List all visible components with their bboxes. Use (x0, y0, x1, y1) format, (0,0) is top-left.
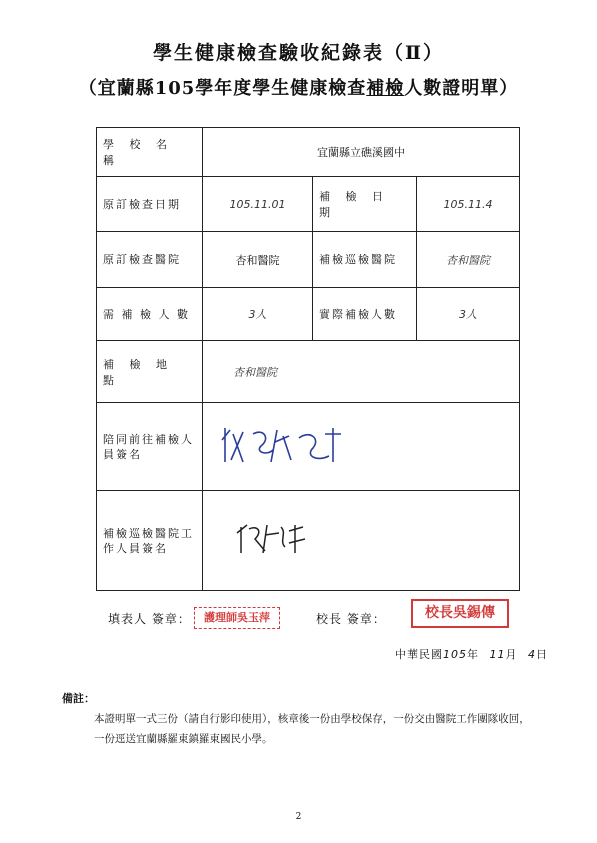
escort-signature-cell (203, 403, 520, 491)
row-staff-signature (97, 491, 520, 591)
makeup-date-label: 補 檢 日 期 (313, 177, 417, 232)
date-day: 4 (528, 648, 536, 661)
subtitle-underlined: 補檢 (366, 78, 405, 99)
principal-signature-label: 校長 簽章： (316, 612, 386, 626)
school-name-value: 宜蘭縣立礁溪國中 (203, 128, 520, 177)
actual-count-label: 實際補檢人數 (313, 288, 417, 341)
location-value: 杏和醫院 (203, 341, 520, 403)
document-date (395, 646, 548, 662)
subtitle-part-2: 人數證明單） (404, 78, 519, 99)
staff-signature-scribble (233, 519, 323, 559)
location-label: 補 檢 地 點 (97, 341, 203, 403)
orig-hospital-label: 原訂檢查醫院 (97, 232, 203, 288)
orig-date-label: 原訂檢查日期 (97, 177, 203, 232)
page-number: 2 (295, 812, 302, 822)
school-name-label: 學 校 名 稱 (97, 128, 203, 177)
subtitle-part-1: （宜蘭縣105學年度學生健康檢查 (78, 78, 367, 99)
orig-hospital-value: 杏和醫院 (203, 232, 313, 288)
date-prefix: 中華民國 (395, 648, 443, 661)
row-escort-signature (97, 403, 520, 491)
escort-signature-label: 陪同前往補檢人員簽名 (97, 403, 203, 491)
row-school (97, 128, 520, 177)
date-month-unit: 月 (505, 648, 518, 661)
row-location (97, 341, 520, 403)
row-counts (97, 288, 520, 341)
row-hospitals (97, 232, 520, 288)
page-title: 學生健康檢查驗收紀錄表（Ⅱ） (152, 42, 444, 64)
date-year-unit: 年 (467, 648, 479, 661)
staff-signature-label: 補檢巡檢醫院工作人員簽名 (97, 491, 203, 591)
date-month: 11 (489, 648, 506, 661)
actual-count-value: 3人 (417, 288, 520, 341)
inspection-form-table (96, 127, 520, 591)
orig-date-value: 105.11.01 (203, 177, 313, 232)
row-dates (97, 177, 520, 232)
date-day-unit: 日 (536, 648, 548, 661)
needed-count-value: 3人 (203, 288, 313, 341)
note-heading: 備註： (62, 692, 95, 705)
makeup-date-value: 105.11.4 (417, 177, 520, 232)
needed-count-label: 需 補 檢 人 數 (97, 288, 203, 341)
principal-stamp: 校長吳錫傳 (411, 599, 509, 628)
escort-signature-scribble (217, 420, 357, 470)
makeup-hospital-label: 補檢巡檢醫院 (313, 232, 417, 288)
staff-signature-cell (203, 491, 520, 591)
note-text: 本證明單一式三份（請自行影印使用），核章後一份由學校保存，一份交由醫院工作團隊收回，一份逕送宜蘭縣羅東鎮羅東國民小學。 (94, 713, 530, 745)
filler-stamp: 護理師吳玉萍 (194, 607, 280, 629)
makeup-hospital-value: 杏和醫院 (417, 232, 520, 288)
date-year: 105 (443, 648, 467, 661)
filler-signature-label: 填表人 簽章： (108, 612, 191, 626)
page-subtitle (0, 74, 597, 100)
